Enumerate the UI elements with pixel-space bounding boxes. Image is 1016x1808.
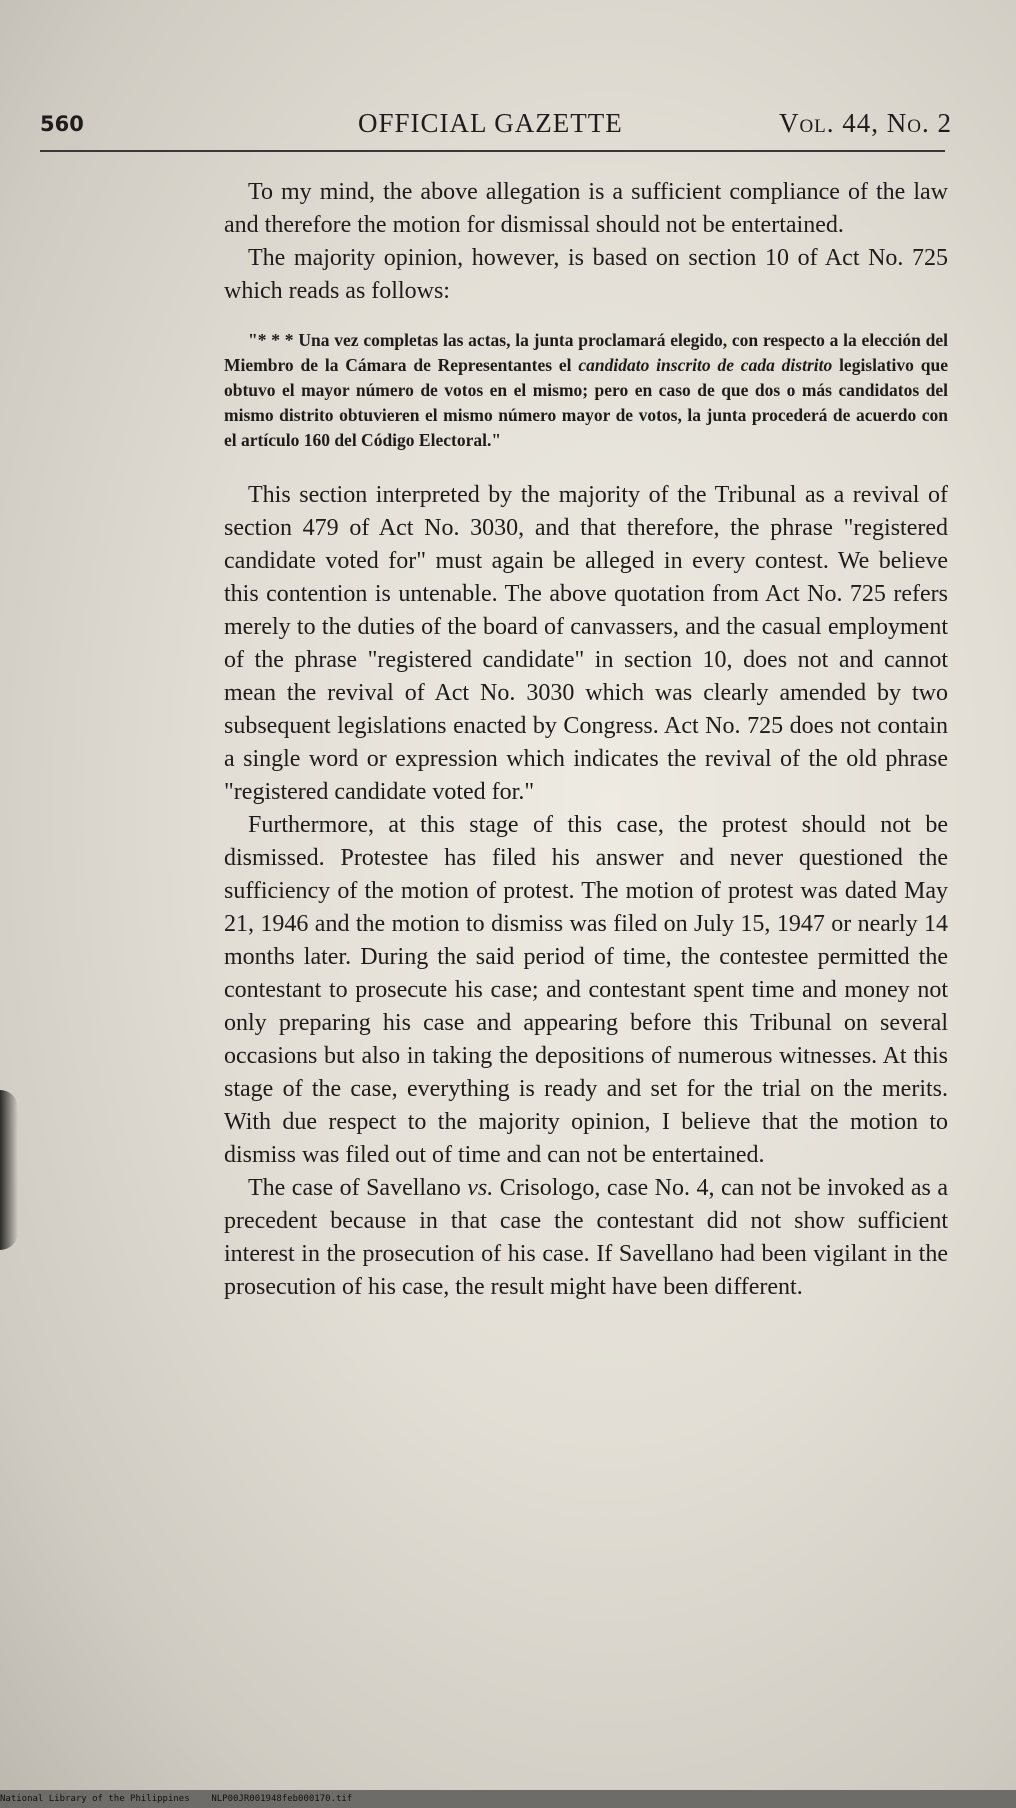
paragraph-4: Furthermore, at this stage of this case, the protest should not be dismissed. Protestee has filed his answer and never questioned the sufficiency of the motion of protest. The motion of protest was dated May 21, 1946 and the motion to dismiss was filed on July 15, 1947 or nearly 14 months later. During the said period of time, the contestee permitted the contestant to prosecute his case; and contestant spent time and money not only preparing his case and appearing before this Tribunal on several occasions but also in taking the depositions of numerous witnesses. At this stage of the case, everything is ready and set for the trial on the merits. With due respect to the majority opinion, I believe that the motion to dismiss was filed out of time and can not be entertained. (224, 812, 948, 1168)
quote-text-end: legislativo que obtuvo el mayor número de votos en el mismo; pero en caso de que dos o más candidatos del mismo distrito obtuvieren el mismo número mayor de votos, la junta procederá de acuerdo con el artículo 160 del Código Electoral." (224, 355, 948, 450)
page-number: 560 (40, 112, 84, 136)
scan-footer (0, 1794, 352, 1804)
paragraph-2: The majority opinion, however, is based on section 10 of Act No. 725 which reads as follows: (224, 245, 948, 304)
quote-text-start: "* * * Una vez completas las actas, la junta proclamará elegido, con respecto a la elección del Miembro de la Cámara de Representantes el (224, 330, 948, 375)
paragraph-5 (224, 1172, 948, 1304)
paragraph-1: To my mind, the above allegation is a sufficient compliance of the law and therefore the motion for dismissal should not be entertained. (224, 179, 948, 238)
library-credit: National Library of the Philippines (0, 1794, 190, 1804)
page-edge-shadow (0, 1090, 18, 1250)
paragraph-3: This section interpreted by the majority of the Tribunal as a revival of section 479 of Act No. 3030, and that therefore, the phrase "registered candidate voted for" must again be alleged in every contest. We believe this contention is untenable. The above quotation from Act No. 725 refers merely to the duties of the board of canvassers, and the casual employment of the phrase "registered candidate" in section 10, does not and cannot mean the revival of Act No. 3030 which was clearly amended by two subsequent legislations enacted by Congress. Act No. 725 does not contain a single word or expression which indicates the revival of the old phrase "registered candidate voted for." (224, 482, 948, 805)
header-rule (40, 150, 945, 152)
volume-label: Vol. 44, No. 2 (778, 108, 952, 138)
body-text (224, 176, 948, 1304)
paragraph-5-end: Crisologo, case No. 4, can not be invoked as a precedent because in that case the contestant did not show sufficient interest in the prosecution of his case. If Savellano had been vigilant in the prosecution of his case, the result might have been different. (224, 1175, 948, 1300)
file-name: NLP00JR001948feb000170.tif (211, 1794, 353, 1804)
paragraph-5-italic: vs. (467, 1175, 494, 1201)
quote-italic-text: candidato inscrito de cada distrito (578, 355, 833, 375)
paragraph-5-start: The case of Savellano (248, 1175, 468, 1201)
page-header (40, 108, 952, 148)
publication-title: OFFICIAL GAZETTE (358, 108, 623, 138)
block-quote (224, 328, 948, 453)
